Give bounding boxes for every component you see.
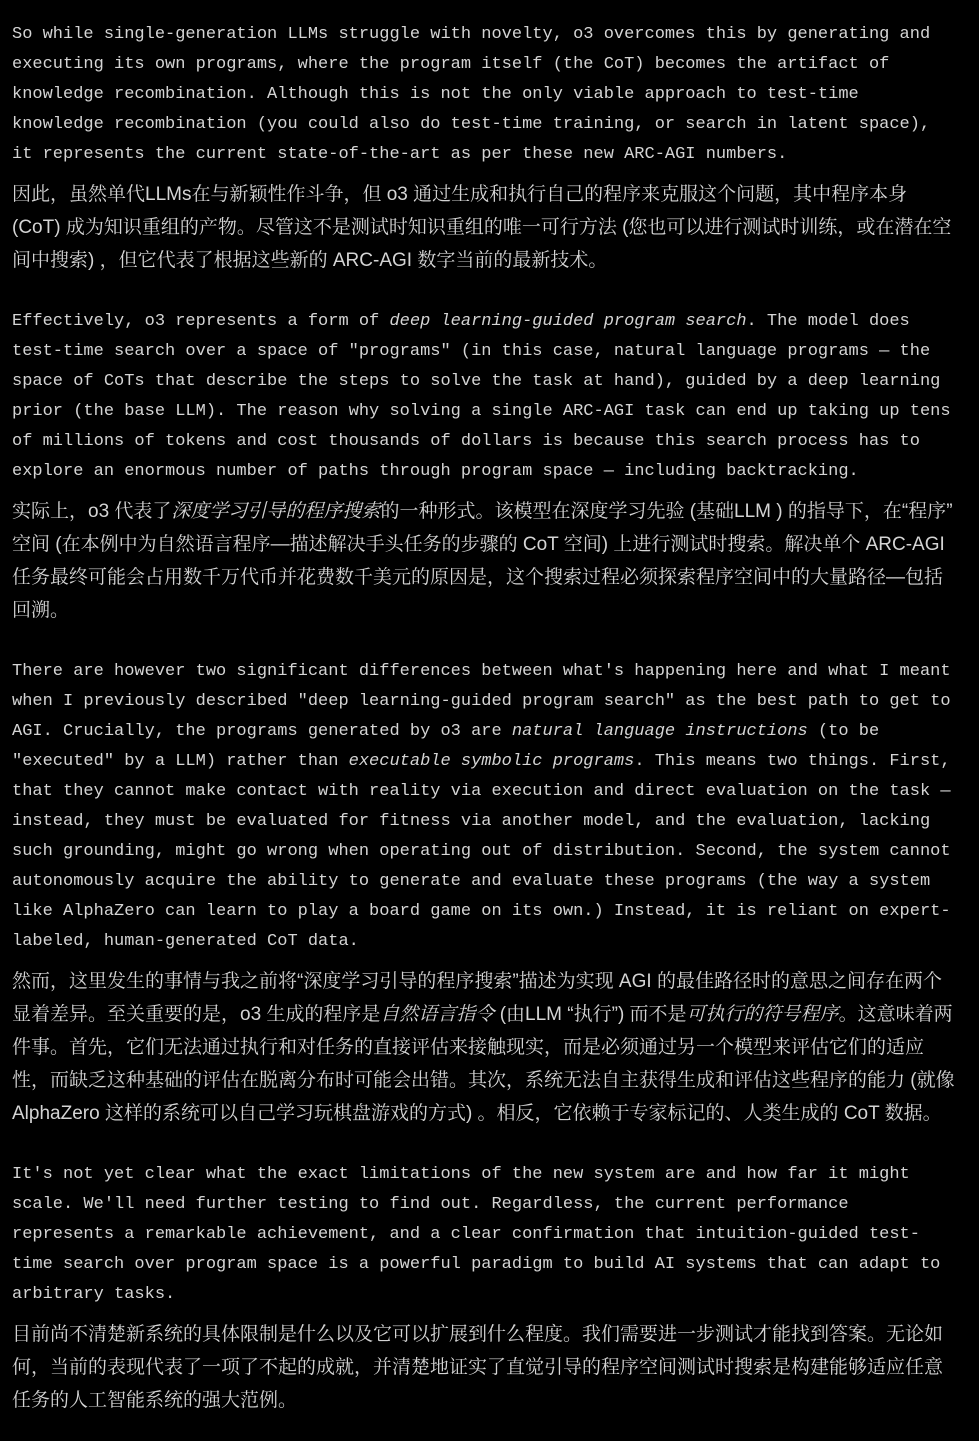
- paragraph-1-en: [12, 20, 956, 170]
- paragraph-3-zh: [12, 965, 956, 1130]
- italic-text-run: 自然语言指令: [380, 1004, 495, 1025]
- text-run: 的一种形式。该模型在深度学习先验 (基础LLM ) 的指导下，在“程序”空间 (在本例中为自然语言程序—描述解决手头任务的步骤的 CoT 空间) 上进行测试时搜索。解决单个 ARC-AGI 任务最终可能会占用数千万代币并花费数千美元的原因是，这个搜索过程必须探索程序空间中的大量路径—包括回溯。: [12, 501, 953, 621]
- text-run: 。这意味着两件事。首先，它们无法通过执行和对任务的直接评估来接触现实，而是必须通过另一个模型来评估它们的适应性，而缺乏这种基础的评估在脱离分布时可能会出错。其次，系统无法自主获得生成和评估这些程序的能力 (就像 AlphaZero 这样的系统可以自己学习玩棋盘游戏的方式) 。相反，它依赖于专家标记的、人类生成的 CoT 数据。: [12, 1004, 955, 1124]
- text-run: So while single-generation LLMs struggle with novelty, o3 overcomes this by generating and executing its own programs, where the program itself (the CoT) becomes the artifact of knowledge recombination. Although this is not the only viable approach to test-time knowledge recombination (you could also do test-time training, or search in latent space), it represents the current state-of-the-art as per these new ARC-AGI numbers.: [12, 25, 931, 164]
- paragraph-4-en: [12, 1160, 956, 1310]
- text-run: . This means two things. First, that they cannot make contact with reality via execution and direct evaluation on the task — instead, they must be evaluated for fitness via another model, and the evaluation, lacking such grounding, might go wrong when operating out of distribution. Second, the system cannot autonomously acquire the ability to generate and evaluate these programs (the way a system like AlphaZero can learn to play a board game on its own.) Instead, it is reliant on expert-labeled, human-generated CoT data.: [12, 752, 951, 951]
- text-run: It's not yet clear what the exact limitations of the new system are and how far it might scale. We'll need further testing to find out. Regardless, the current performance represents a remarkable achievement, and a clear confirmation that intuition-guided test-time search over program space is a powerful paradigm to build AI systems that can adapt to arbitrary tasks.: [12, 1165, 941, 1304]
- italic-text-run: executable symbolic programs: [348, 752, 635, 771]
- paragraph-1-zh: [12, 178, 956, 277]
- text-run: . The model does test-time search over a space of "programs" (in this case, natural language programs — the space of CoTs that describe the steps to solve the task at hand), guided by a deep learning prior (the base LLM). The reason why solving a single ARC-AGI task can end up taking up tens of millions of tokens and cost thousands of dollars is because this search process has to explore an enormous number of paths through program space — including backtracking.: [12, 312, 951, 481]
- italic-text-run: deep learning-guided program search: [389, 312, 747, 331]
- text-run: Effectively, o3 represents a form of: [12, 312, 390, 331]
- paragraph-4-zh: [12, 1318, 956, 1417]
- paragraph-2-en: [12, 307, 956, 487]
- text-run: There are however two significant differences between what's happening here and what I meant when I previously described "deep learning-guided program search" as the best path to get to AGI. Crucially, the programs generated by o3 are: [12, 662, 951, 741]
- italic-text-run: natural language instructions: [511, 722, 808, 741]
- text-run: 目前尚不清楚新系统的具体限制是什么以及它可以扩展到什么程度。我们需要进一步测试才能找到答案。无论如何，当前的表现代表了一项了不起的成就，并清楚地证实了直觉引导的程序空间测试时搜索是构建能够适应任意任务的人工智能系统的强大范例。: [12, 1324, 944, 1411]
- paragraph-3-en: [12, 657, 956, 957]
- text-run: (由LLM “执行”) 而不是: [494, 1004, 687, 1025]
- italic-text-run: 可执行的符号程序: [686, 1004, 839, 1025]
- text-run: (to be "executed" by a LLM) rather than: [12, 722, 880, 771]
- text-run: 然而，这里发生的事情与我之前将“深度学习引导的程序搜索”描述为实现 AGI 的最佳路径时的意思之间存在两个显着差异。至关重要的是，o3 生成的程序是: [12, 971, 942, 1025]
- text-run: 因此，虽然单代LLMs在与新颖性作斗争，但 o3 通过生成和执行自己的程序来克服这个问题，其中程序本身 (CoT) 成为知识重组的产物。尽管这不是测试时知识重组的唯一可行方法 (您也可以进行测试时训练，或在潜在空间中搜索) ，但它代表了根据这些新的 ARC-AGI 数字当前的最新技术。: [12, 184, 952, 271]
- italic-text-run: 深度学习引导的程序搜索: [171, 501, 381, 522]
- text-run: 实际上，o3 代表了: [12, 501, 172, 522]
- paragraph-2-zh: [12, 495, 956, 627]
